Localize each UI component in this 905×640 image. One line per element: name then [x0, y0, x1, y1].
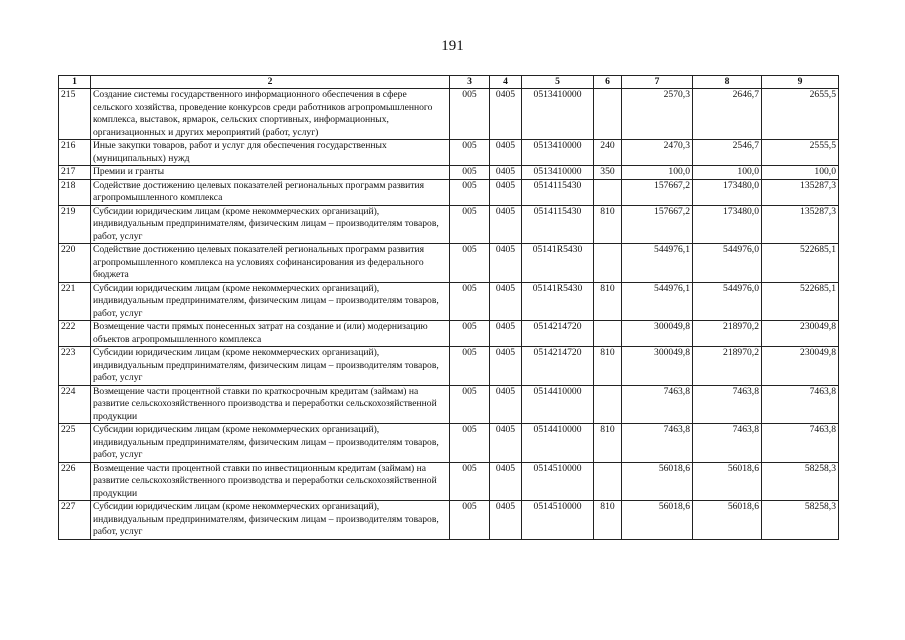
cell-c5: 0513410000: [522, 89, 594, 140]
cell-name: Субсидии юридическим лицам (кроме некоммерческих организаций), индивидуальным предпринимателям, физическим лицам – производителям товаров, работ, услуг: [91, 205, 450, 244]
cell-v8: 100,0: [693, 166, 762, 180]
cell-c4: 0405: [490, 347, 522, 386]
cell-c6: [594, 89, 622, 140]
cell-c3: 005: [450, 501, 490, 540]
cell-c5: 0513410000: [522, 166, 594, 180]
cell-name: Возмещение части процентной ставки по инвестиционным кредитам (займам) на развитие сельскохозяйственного производства и переработки сельскохозяйственной продукции: [91, 462, 450, 501]
cell-c5: 05141R5430: [522, 244, 594, 283]
cell-name: Возмещение части прямых понесенных затрат на создание и (или) модернизацию объектов агропромышленного комплекса: [91, 321, 450, 347]
cell-v8: 173480,0: [693, 179, 762, 205]
cell-c5: 0514214720: [522, 321, 594, 347]
cell-v7: 157667,2: [622, 179, 693, 205]
cell-v9: 58258,3: [762, 462, 839, 501]
cell-v8: 218970,2: [693, 321, 762, 347]
header-cell: 7: [622, 76, 693, 89]
cell-c4: 0405: [490, 244, 522, 283]
cell-v7: 2570,3: [622, 89, 693, 140]
cell-n: 220: [59, 244, 91, 283]
cell-v7: 544976,1: [622, 244, 693, 283]
cell-v8: 2546,7: [693, 140, 762, 166]
table-row: [59, 244, 839, 283]
cell-c6: 810: [594, 424, 622, 463]
cell-c5: 0514115430: [522, 205, 594, 244]
cell-v8: 56018,6: [693, 462, 762, 501]
cell-c4: 0405: [490, 321, 522, 347]
table-row: [59, 501, 839, 540]
cell-name: Субсидии юридическим лицам (кроме некоммерческих организаций), индивидуальным предпринимателям, физическим лицам – производителям товаров, работ, услуг: [91, 424, 450, 463]
cell-v9: 522685,1: [762, 282, 839, 321]
cell-name: Премии и гранты: [91, 166, 450, 180]
cell-v9: 7463,8: [762, 424, 839, 463]
cell-name: Иные закупки товаров, работ и услуг для обеспечения государственных (муниципальных) нужд: [91, 140, 450, 166]
cell-c4: 0405: [490, 166, 522, 180]
cell-c6: [594, 321, 622, 347]
cell-c6: 810: [594, 282, 622, 321]
cell-c3: 005: [450, 166, 490, 180]
cell-c3: 005: [450, 321, 490, 347]
cell-n: 221: [59, 282, 91, 321]
cell-c3: 005: [450, 205, 490, 244]
cell-v7: 56018,6: [622, 501, 693, 540]
cell-n: 227: [59, 501, 91, 540]
cell-c3: 005: [450, 282, 490, 321]
cell-n: 223: [59, 347, 91, 386]
table-row: [59, 89, 839, 140]
cell-c6: 810: [594, 501, 622, 540]
cell-n: 217: [59, 166, 91, 180]
cell-c6: 240: [594, 140, 622, 166]
cell-v8: 56018,6: [693, 501, 762, 540]
cell-c6: [594, 244, 622, 283]
header-cell: 1: [59, 76, 91, 89]
cell-c3: 005: [450, 89, 490, 140]
cell-name: Создание системы государственного информационного обеспечения в сфере сельского хозяйства, проведение конкурсов среди работников агропромышленного комплекса, выставок, ярмарок, сельских спортивных, информационных, организационных и других мероприятий (работ, услуг): [91, 89, 450, 140]
cell-name: Субсидии юридическим лицам (кроме некоммерческих организаций), индивидуальным предпринимателям, физическим лицам – производителям товаров, работ, услуг: [91, 347, 450, 386]
cell-n: 225: [59, 424, 91, 463]
table-row: [59, 424, 839, 463]
table-row: [59, 462, 839, 501]
cell-v7: 300049,8: [622, 347, 693, 386]
cell-v8: 218970,2: [693, 347, 762, 386]
cell-c5: 0514410000: [522, 424, 594, 463]
cell-c6: 350: [594, 166, 622, 180]
cell-name: Субсидии юридическим лицам (кроме некоммерческих организаций), индивидуальным предпринимателям, физическим лицам – производителям товаров, работ, услуг: [91, 501, 450, 540]
header-row: [59, 76, 839, 89]
header-cell: 5: [522, 76, 594, 89]
cell-name: Возмещение части процентной ставки по краткосрочным кредитам (займам) на развитие сельскохозяйственного производства и переработки сельскохозяйственной продукции: [91, 385, 450, 424]
cell-v9: 58258,3: [762, 501, 839, 540]
table-row: [59, 179, 839, 205]
table-row: [59, 140, 839, 166]
page-number: 191: [441, 38, 464, 54]
cell-v9: 135287,3: [762, 205, 839, 244]
cell-v9: 2555,5: [762, 140, 839, 166]
cell-c4: 0405: [490, 89, 522, 140]
cell-v7: 157667,2: [622, 205, 693, 244]
cell-name: Содействие достижению целевых показателей региональных программ развития агропромышленного комплекса: [91, 179, 450, 205]
cell-v7: 56018,6: [622, 462, 693, 501]
cell-c3: 005: [450, 140, 490, 166]
table-row: [59, 321, 839, 347]
cell-n: 224: [59, 385, 91, 424]
table-row: [59, 205, 839, 244]
header-cell: 9: [762, 76, 839, 89]
table-row: [59, 166, 839, 180]
cell-name: Субсидии юридическим лицам (кроме некоммерческих организаций), индивидуальным предпринимателям, физическим лицам – производителям товаров, работ, услуг: [91, 282, 450, 321]
cell-c6: 810: [594, 347, 622, 386]
cell-v9: 522685,1: [762, 244, 839, 283]
cell-n: 216: [59, 140, 91, 166]
cell-v9: 2655,5: [762, 89, 839, 140]
cell-v8: 544976,0: [693, 244, 762, 283]
cell-c4: 0405: [490, 462, 522, 501]
cell-v9: 100,0: [762, 166, 839, 180]
cell-v7: 2470,3: [622, 140, 693, 166]
cell-c4: 0405: [490, 140, 522, 166]
cell-c6: [594, 462, 622, 501]
cell-c4: 0405: [490, 385, 522, 424]
cell-c5: 0514115430: [522, 179, 594, 205]
table-row: [59, 282, 839, 321]
cell-v8: 7463,8: [693, 385, 762, 424]
cell-v7: 300049,8: [622, 321, 693, 347]
cell-n: 226: [59, 462, 91, 501]
cell-c4: 0405: [490, 501, 522, 540]
cell-c5: 0514510000: [522, 501, 594, 540]
cell-v8: 7463,8: [693, 424, 762, 463]
cell-c6: [594, 179, 622, 205]
cell-c4: 0405: [490, 282, 522, 321]
header-cell: 8: [693, 76, 762, 89]
budget-table: [58, 75, 839, 540]
cell-v8: 173480,0: [693, 205, 762, 244]
cell-n: 222: [59, 321, 91, 347]
cell-name: Содействие достижению целевых показателей региональных программ развития агропромышленного комплекса на условиях софинансирования из федерального бюджета: [91, 244, 450, 283]
header-cell: 2: [91, 76, 450, 89]
cell-v7: 100,0: [622, 166, 693, 180]
cell-c4: 0405: [490, 205, 522, 244]
cell-v7: 7463,8: [622, 424, 693, 463]
cell-c5: 0514510000: [522, 462, 594, 501]
cell-v8: 544976,0: [693, 282, 762, 321]
cell-n: 215: [59, 89, 91, 140]
cell-c3: 005: [450, 424, 490, 463]
cell-c5: 0514214720: [522, 347, 594, 386]
cell-c3: 005: [450, 462, 490, 501]
cell-c5: 0514410000: [522, 385, 594, 424]
cell-v8: 2646,7: [693, 89, 762, 140]
table-row: [59, 385, 839, 424]
header-cell: 4: [490, 76, 522, 89]
cell-v7: 544976,1: [622, 282, 693, 321]
cell-v9: 135287,3: [762, 179, 839, 205]
cell-c4: 0405: [490, 179, 522, 205]
table-row: [59, 347, 839, 386]
cell-c3: 005: [450, 347, 490, 386]
cell-c3: 005: [450, 385, 490, 424]
cell-c5: 0513410000: [522, 140, 594, 166]
header-cell: 6: [594, 76, 622, 89]
cell-v9: 7463,8: [762, 385, 839, 424]
cell-c5: 05141R5430: [522, 282, 594, 321]
cell-v9: 230049,8: [762, 347, 839, 386]
cell-c6: [594, 385, 622, 424]
cell-c3: 005: [450, 244, 490, 283]
cell-v9: 230049,8: [762, 321, 839, 347]
cell-n: 219: [59, 205, 91, 244]
header-cell: 3: [450, 76, 490, 89]
cell-c6: 810: [594, 205, 622, 244]
cell-c4: 0405: [490, 424, 522, 463]
cell-v7: 7463,8: [622, 385, 693, 424]
cell-c3: 005: [450, 179, 490, 205]
cell-n: 218: [59, 179, 91, 205]
